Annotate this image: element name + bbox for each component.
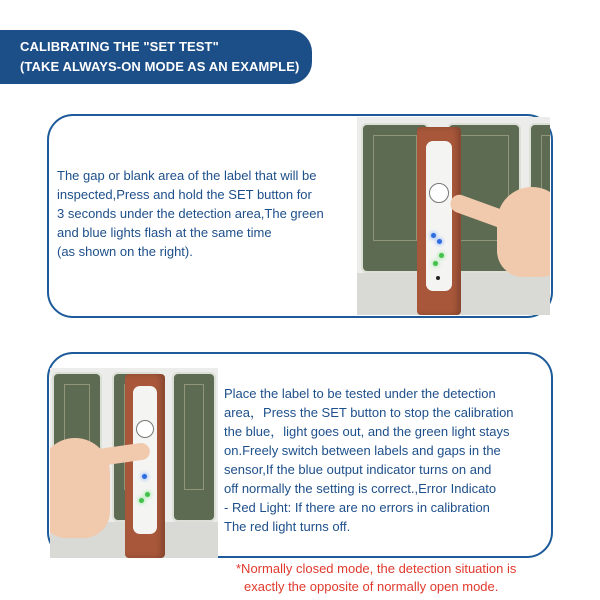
step2-line: Place the label to be tested under the detection <box>224 386 496 401</box>
blue-led-icon <box>431 233 436 238</box>
mode-note <box>236 560 596 596</box>
sensor-device <box>125 374 165 558</box>
note-line: *Normally closed mode, the detection situation is <box>236 561 517 576</box>
step2-line: off normally the setting is correct.,Error Indicato <box>224 481 497 496</box>
hand-icon <box>497 187 550 277</box>
step2-line: area，Press the SET button to stop the calibration <box>224 405 514 420</box>
green-led-icon <box>439 253 444 258</box>
step1-line: and blue lights flash at the same time <box>57 225 272 240</box>
label-sample <box>172 372 216 522</box>
step2-line: the blue，light goes out, and the green light stays <box>224 424 510 439</box>
green-led-icon <box>433 261 438 266</box>
indicator-dot-icon <box>436 276 440 280</box>
step1-line: 3 seconds under the detection area,The green <box>57 206 324 221</box>
dial-icon <box>429 183 449 203</box>
step2-line: on.Freely switch between labels and gaps in the <box>224 443 501 458</box>
blue-led-icon <box>142 474 147 479</box>
step2-line: The red light turns off. <box>224 519 351 534</box>
header-title: CALIBRATING THE "SET TEST" <box>20 39 219 54</box>
step2-text <box>224 384 552 536</box>
dial-icon <box>136 420 154 438</box>
step1-text <box>57 166 357 261</box>
blue-led-icon <box>437 239 442 244</box>
sensor-face <box>426 141 452 291</box>
step1-line: (as shown on the right). <box>57 244 193 259</box>
step1-line: inspected,Press and hold the SET button for <box>57 187 312 202</box>
step2-line: sensor,If the blue output indicator turns on and <box>224 462 492 477</box>
step1-line: The gap or blank area of the label that will be <box>57 168 317 183</box>
note-line: exactly the opposite of normally open mode. <box>244 579 499 594</box>
header-subtitle: (TAKE ALWAYS-ON MODE AS AN EXAMPLE) <box>20 59 300 74</box>
sensor-device <box>417 127 461 315</box>
step1-photo <box>357 117 550 315</box>
section-header <box>0 30 312 84</box>
green-led-icon <box>145 492 150 497</box>
step2-photo <box>50 368 218 558</box>
green-led-icon <box>139 498 144 503</box>
step2-line: - Red Light: If there are no errors in calibration <box>224 500 490 515</box>
